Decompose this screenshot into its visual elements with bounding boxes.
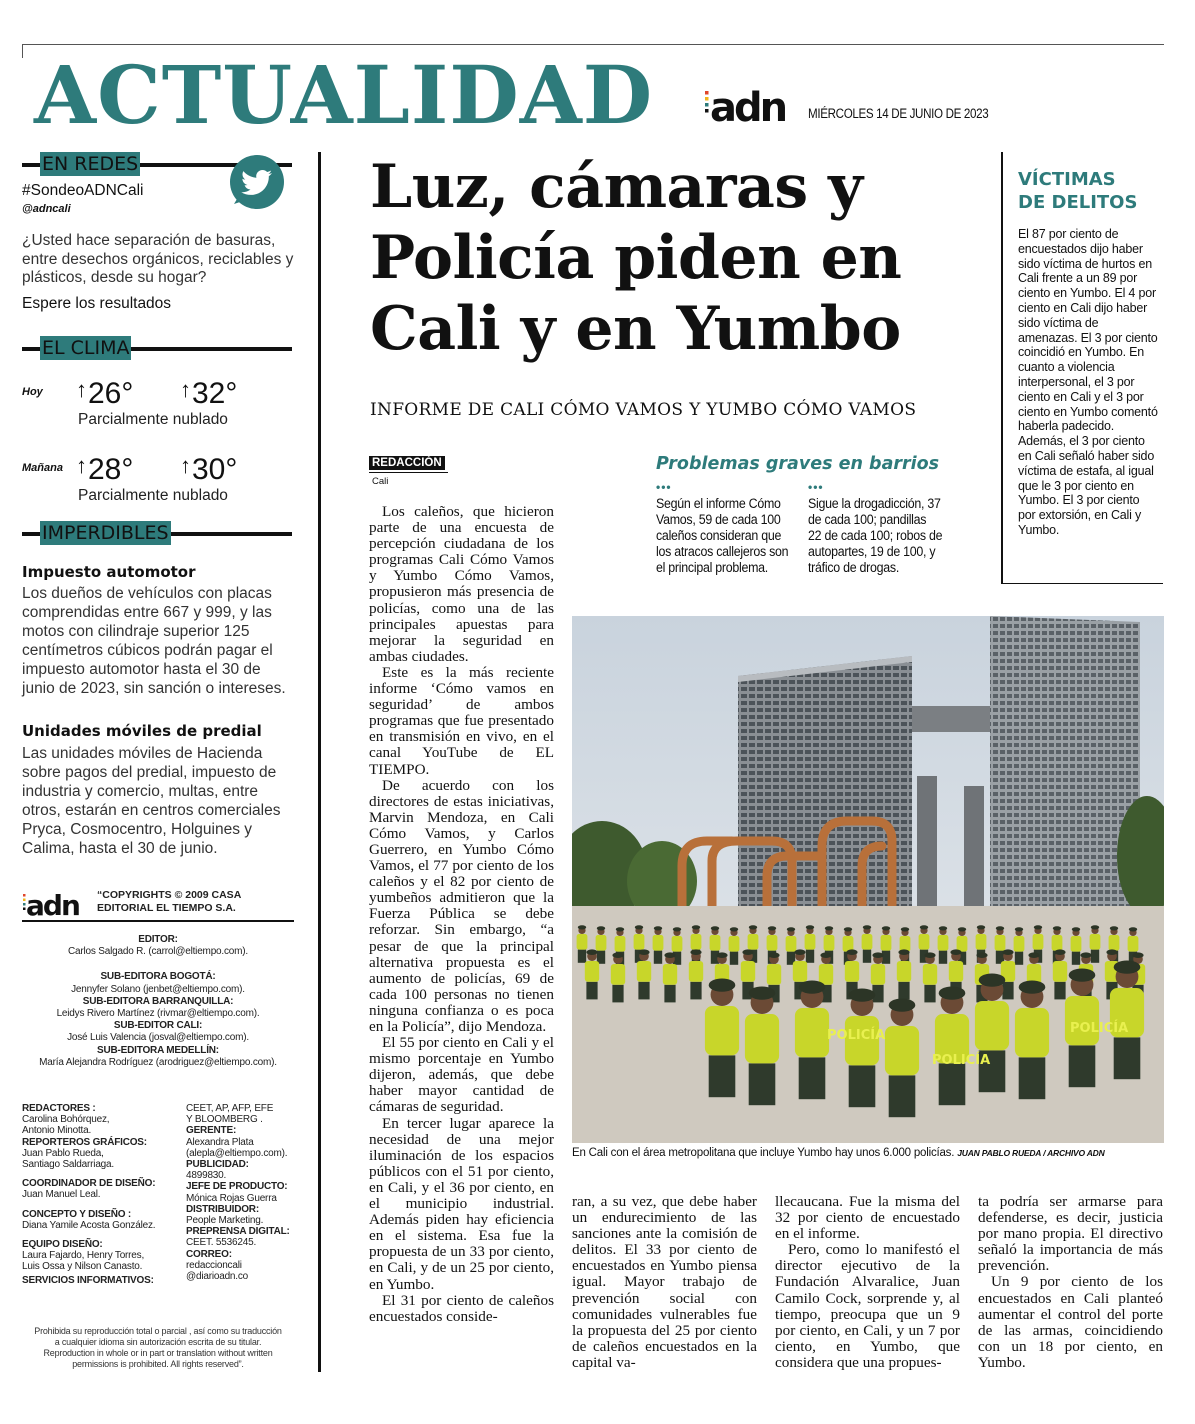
imperdibles-header: IMPERDIBLES bbox=[22, 521, 292, 546]
imperdible-text: Las unidades móviles de Hacienda sobre pagos del predial, impuesto de industria y comercio, multas, entre otros, estarán en centros comerciales Pryca, Cosmocentro, Holguines y Calima, hasta el 30 de junio. bbox=[22, 745, 281, 857]
up-arrow-icon: ↑ bbox=[76, 377, 87, 402]
victims-frame-bottom bbox=[1001, 583, 1163, 584]
twitter-bird-icon bbox=[226, 154, 288, 214]
staff-left-column: REDACTORES : Carolina Bohórquez, Antonio Minotta. REPORTEROS GRÁFICOS: Juan Pablo Rueda, Santiago Saldarriaga. COORDINADOR DE DISEÑO: Juan Manuel Leal. CONCEPTO Y DISEÑO : Diana Yamile Acosta González. EQUIPO DISEÑO: Laura Fajardo, Henry Torres, Luis Ossa y Nilson Canasto. SERVICIOS INFORMATIVOS: bbox=[22, 1103, 156, 1286]
svg-text:POLICÍA: POLICÍA bbox=[932, 1053, 991, 1068]
photo-credit: JUAN PABLO RUEDA / ARCHIVO ADN bbox=[957, 1148, 1105, 1158]
victims-title: VÍCTIMAS DE DELITOS bbox=[1018, 169, 1138, 213]
top-rule bbox=[22, 44, 1164, 45]
weather-today-high: ↑32° bbox=[180, 377, 238, 410]
up-arrow-icon: ↑ bbox=[180, 377, 191, 402]
copyright-rule bbox=[22, 920, 294, 922]
legal-notice: Prohibida su reproducción total o parcial , así como su traducción a cualquier idioma sin autorización escrita de su titular. Reproduction in whole or in part or translation without written permissions is prohibited. All rights reserved”. bbox=[34, 1326, 282, 1369]
article-column-1: Los caleños, que hicieron parte de una encuesta de percepción ciudadana de los programas Cali Cómo Vamos y Yumbo Cómo Vamos, propusieron más presencia de policías, como una de las principales apuestas para mejorar la seguridad en ambas ciudades. Este es la más reciente informe ‘Cómo vamos en seguridad’ de ambos programas que fue presentado en transmisión en vivo, en el canal YouTube de EL TIEMPO. De acuerdo con los directores de estas iniciativas, Marvin Mendoza, en Cali Cómo Vamos, y Carlos Guerrero, en Yumbo Cómo Vamos, el 77 por ciento de los caleños y el 82 por ciento de yumbeños admitieron que la Fuerza Pública se debe reforzar. Sin embargo, “a pesar de que la principal alternativa propuesta es el aumento de policías, 69 de cada 100 personas no tienen ninguna confianza o es poca en la Policía”, dijo Mendoza. El 55 por ciento en Cali y el mismo porcentaje en Yumbo dijeron, además, que debe haber mayor cantidad de cámaras de seguridad. En tercer lugar aparece la necesidad de una mejor iluminación de los espacios públicos con el 51 por ciento, en Cali, y el 36 por ciento, en el municipio industrial. Además piden hay eficiencia en el sistema. Esa fue la propuesta de un 33 por ciento, en Cali, y de un 25 por ciento, en Yumbo. El 31 por ciento de caleños encuestados conside- bbox=[369, 503, 554, 1325]
section-title: ACTUALIDAD bbox=[34, 48, 654, 142]
article-subhead: INFORME DE CALI CÓMO VAMOS Y YUMBO CÓMO VAMOS bbox=[370, 400, 917, 420]
el-clima-header: EL CLIMA bbox=[22, 336, 292, 361]
article-column-4: ta podría ser armarse para defenderse, es decir, justicia por mano propia. El directivo señaló la importancia de más prevención. Un 9 por ciento de los encuestados en Cali planteó aumentar el control del porte de las armas, coincidiendo con un 18 por ciento, en Yumbo. bbox=[978, 1193, 1163, 1371]
weather-day-tomorrow: Mañana bbox=[22, 462, 63, 474]
staff-editors: EDITOR: Carlos Salgado R. (carrol@eltiempo.com). SUB-EDITORA BOGOTÁ: Jennyfer Solano (jenbet@eltiempo.com). SUB-EDITORA BARRANQUILLA: Leidys Rivero Martínez (rivmar@eltiempo.com). SUB-EDITOR CALI: José Luis Valencia (josval@eltiempo.com). SUB-EDITORA MEDELLÍN: María Alejandra Rodríguez (arodriguez@eltiempo.com). bbox=[39, 934, 277, 1068]
svg-text:POLICÍA: POLICÍA bbox=[1070, 1021, 1129, 1036]
dots-icon: ••• bbox=[656, 480, 672, 494]
byline: REDACCIÓN bbox=[369, 456, 445, 470]
poll-hashtag: #SondeoADNCali bbox=[22, 182, 144, 199]
weather-day-today: Hoy bbox=[22, 386, 43, 398]
article-column-2: ran, a su vez, que debe haber un endurecimiento de las sanciones ante la comisión de delitos. El 33 por ciento de encuestados en Yumbo piensa igual. Mayor trabajo de prevención social con comunidades vulnerables fue la propuesta del 25 por ciento de caleños encuestados en la capital va- bbox=[572, 1193, 757, 1371]
svg-text:adn: adn bbox=[26, 889, 79, 917]
issue-date: MIÉRCOLES 14 DE JUNIO DE 2023 bbox=[808, 106, 989, 121]
en-redes-header: EN REDES bbox=[22, 152, 292, 177]
up-arrow-icon: ↑ bbox=[180, 453, 191, 478]
article-column-3: llecaucana. Fue la misma del 32 por ciento de encuestado en el informe. Pero, como lo manifestó el director ejecutivo de la Fundación Alvaralice, Juan Camilo Cock, sorprende y, al tiempo, preocupa que un 9 por ciento, en Cali, y un 7 por ciento, en Yumbo, que considera que una propues- bbox=[775, 1193, 960, 1371]
highlight-box-left: Según el informe Cómo Vamos, 59 de cada 100 caleños consideran que los atracos callejeros son el principal problema. bbox=[656, 496, 789, 575]
victims-text: El 87 por ciento de encuestados dijo haber sido víctima de hurtos en Cali frente a un 89 por ciento en Yumbo. El 4 por ciento en Cali dijo haber sido víctima de amenazas. El 3 por ciento coincidió en Yumbo. En cuanto a violencia interpersonal, el 3 por ciento en Cali y el 3 por ciento en Yumbo comentó haberla padecido. Además, el 3 por ciento en Cali señaló haber sido víctima de estafa, al igual que le 3 por ciento en Yumbo. El 3 por ciento por extorsión, en Cali y Yumbo. bbox=[1018, 227, 1158, 537]
top-rule-tick bbox=[22, 44, 23, 58]
imperdible-title: Unidades móviles de predial bbox=[22, 722, 262, 740]
imperdible-text: Los dueños de vehículos con placas comprendidas entre 667 y 999, y las motos con cilindraje superior 125 centímetros cúbicos podrán pagar el impuesto automotor hasta el 30 de junio de 2023, sin sanción o intereses. bbox=[22, 585, 286, 697]
weather-today-condition: Parcialmente nublado bbox=[78, 411, 228, 428]
svg-text:adn: adn bbox=[710, 85, 786, 124]
imperdible-title: Impuesto automotor bbox=[22, 563, 196, 581]
article-photo bbox=[572, 616, 1164, 1143]
photo-caption: En Cali con el área metropolitana que incluye Yumbo hay unos 6.000 policías. JUAN PABLO RUEDA / ARCHIVO ADN bbox=[572, 1147, 1105, 1159]
svg-text:POLICÍA: POLICÍA bbox=[827, 1028, 886, 1043]
column-divider bbox=[318, 152, 321, 1372]
poll-question: ¿Usted hace separación de basuras, entre desechos orgánicos, reciclables y plásticos, desde su hogar? bbox=[22, 232, 294, 286]
poll-result: Espere los resultados bbox=[22, 295, 172, 312]
victims-frame-left bbox=[1001, 152, 1003, 584]
highlight-box-right: Sigue la drogadicción, 37 de cada 100; pandillas 22 de cada 100; robos de autopartes, 19 de 100, y tráfico de drogas. bbox=[808, 496, 943, 575]
weather-tomorrow-high: ↑30° bbox=[180, 453, 238, 486]
weather-today-low: ↑26° bbox=[76, 377, 134, 410]
up-arrow-icon: ↑ bbox=[76, 453, 87, 478]
adn-logo bbox=[704, 84, 796, 124]
byline-rule bbox=[369, 472, 448, 473]
weather-tomorrow-condition: Parcialmente nublado bbox=[78, 487, 228, 504]
dateline-city: Cali bbox=[372, 476, 389, 487]
adn-logo-small bbox=[22, 889, 88, 917]
highlight-box-title: Problemas graves en barrios bbox=[656, 454, 940, 474]
article-headline: Luz, cámaras y Policía piden en Cali y en Yumbo bbox=[370, 152, 902, 364]
staff-right-column: CEET, AP, AFP, EFE Y BLOOMBERG . GERENTE: Alexandra Plata (alepla@eltiempo.com). PUBLICIDAD: 4899830. JEFE DE PRODUCTO: Mónica Rojas Guerra DISTRIBUIDOR: People Marketing. PREPRENSA DIGITAL: CEET. 5536245. CORREO: redaccioncali @diarioadn.co bbox=[186, 1103, 290, 1283]
weather-tomorrow-low: ↑28° bbox=[76, 453, 134, 486]
dots-icon: ••• bbox=[808, 480, 824, 494]
copyright-notice: “COPYRIGHTS © 2009 CASA EDITORIAL EL TIEMPO S.A. bbox=[97, 889, 242, 914]
poll-handle: @adncali bbox=[22, 203, 71, 215]
